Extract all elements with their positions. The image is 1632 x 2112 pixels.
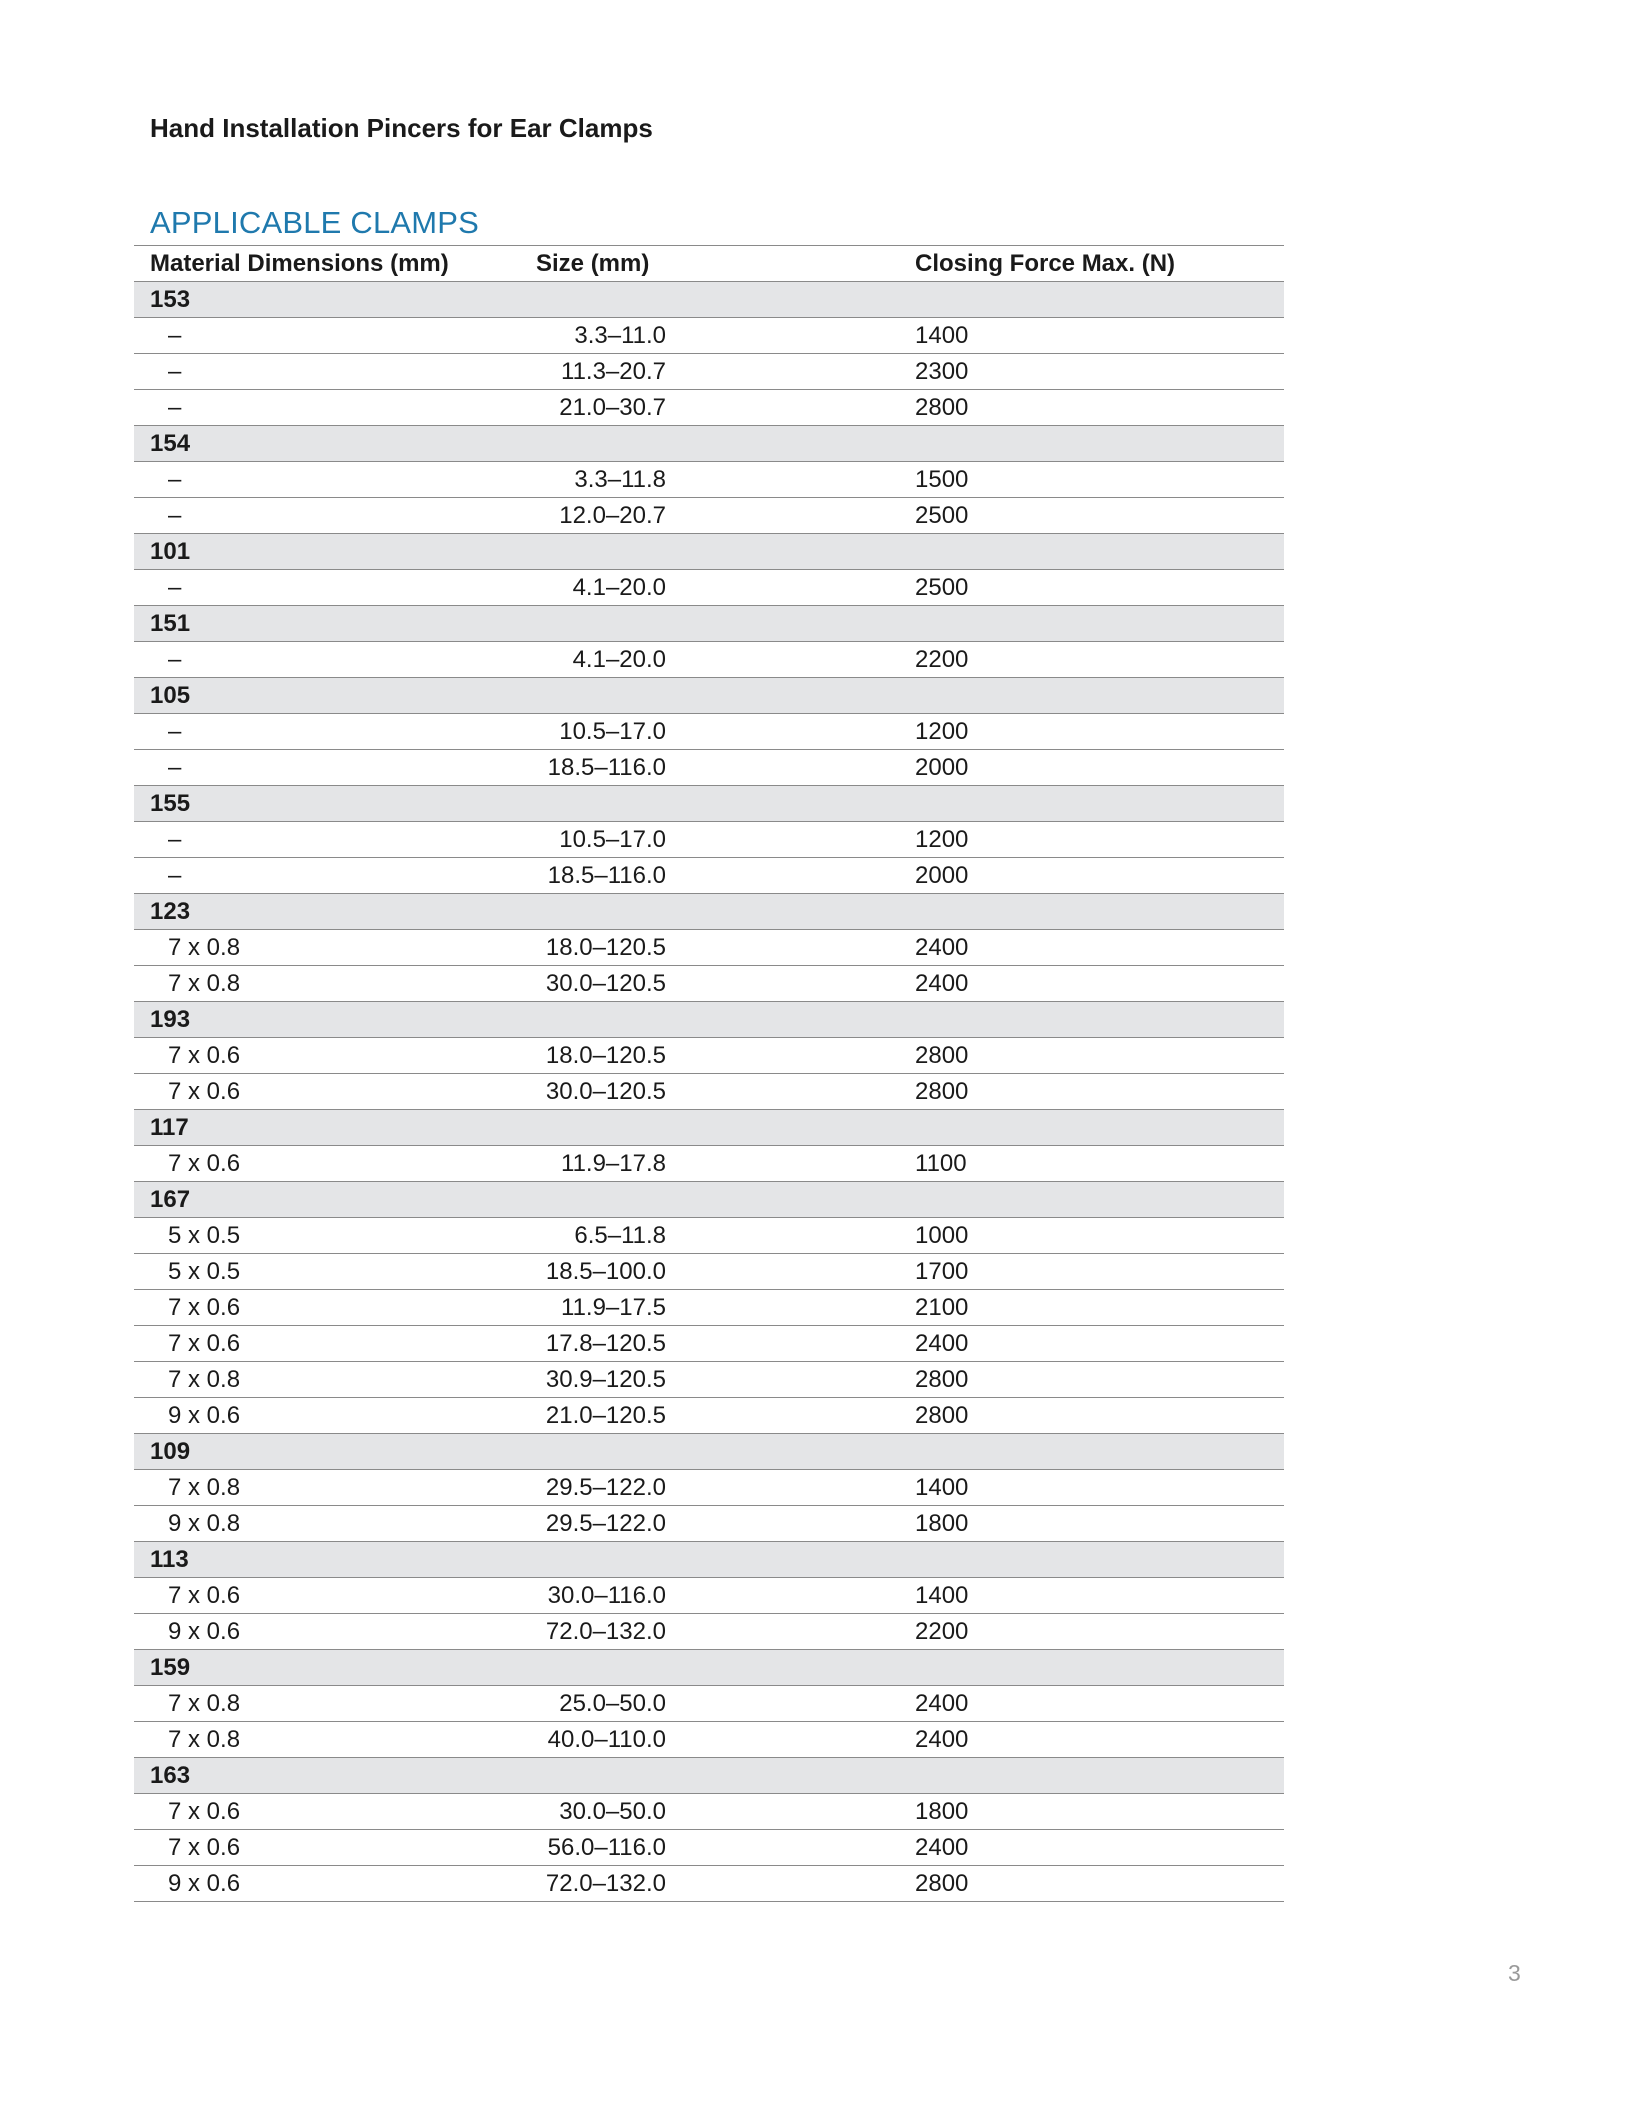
table-row: [134, 1398, 1284, 1434]
material-dimensions-cell: 9 x 0.6: [168, 1402, 241, 1429]
material-dimensions-cell: –: [168, 754, 182, 781]
closing-force-cell: 2400: [915, 1834, 969, 1861]
size-cell: 18.5–116.0: [547, 862, 666, 889]
table-row: [134, 1074, 1284, 1110]
table-row: [134, 462, 1284, 498]
material-dimensions-cell: –: [168, 394, 182, 421]
table-row: [134, 714, 1284, 750]
size-cell: 12.0–20.7: [559, 502, 666, 529]
closing-force-cell: 1100: [915, 1150, 967, 1177]
table-group-row: [134, 534, 1284, 570]
document-title: Hand Installation Pincers for Ear Clamps: [150, 113, 653, 143]
size-cell: 11.9–17.5: [561, 1294, 666, 1321]
closing-force-cell: 1800: [915, 1798, 969, 1825]
clamp-series-label: 163: [150, 1762, 191, 1789]
size-cell: 18.5–100.0: [545, 1258, 666, 1285]
size-cell: 40.0–110.0: [547, 1726, 666, 1753]
table-group-row: [134, 1650, 1284, 1686]
size-cell: 3.3–11.0: [574, 322, 666, 349]
section-title: APPLICABLE CLAMPS: [150, 205, 480, 240]
closing-force-cell: 2800: [915, 1042, 969, 1069]
closing-force-cell: 2400: [915, 1690, 969, 1717]
table-row: [134, 318, 1284, 354]
closing-force-cell: 1400: [915, 1582, 969, 1609]
material-dimensions-cell: –: [168, 322, 182, 349]
table-header-row: [134, 246, 1284, 282]
size-cell: 11.3–20.7: [561, 358, 666, 385]
material-dimensions-cell: 5 x 0.5: [168, 1222, 241, 1249]
size-cell: 18.0–120.5: [545, 1042, 666, 1069]
closing-force-cell: 2800: [915, 1870, 969, 1897]
material-dimensions-cell: –: [168, 466, 182, 493]
material-dimensions-cell: 7 x 0.8: [168, 934, 241, 961]
closing-force-cell: 2300: [915, 358, 969, 385]
table-group-row: [134, 1542, 1284, 1578]
material-dimensions-cell: –: [168, 502, 182, 529]
table-row: [134, 966, 1284, 1002]
table-group-row: [134, 786, 1284, 822]
size-cell: 4.1–20.0: [572, 574, 666, 601]
size-cell: 10.5–17.0: [559, 718, 666, 745]
table-group-row: [134, 282, 1284, 318]
material-dimensions-cell: 7 x 0.8: [168, 1474, 241, 1501]
size-cell: 21.0–30.7: [559, 394, 666, 421]
table-group-row: [134, 606, 1284, 642]
size-cell: 25.0–50.0: [559, 1690, 666, 1717]
table-group-row: [134, 1758, 1284, 1794]
closing-force-cell: 2200: [915, 646, 969, 673]
size-cell: 29.5–122.0: [545, 1474, 666, 1501]
table-row: [134, 1470, 1284, 1506]
closing-force-cell: 2400: [915, 934, 969, 961]
table-row: [134, 570, 1284, 606]
table-row: [134, 858, 1284, 894]
table-row: [134, 1614, 1284, 1650]
closing-force-cell: 1800: [915, 1510, 969, 1537]
size-cell: 11.9–17.8: [561, 1150, 666, 1177]
table-group-row: [134, 678, 1284, 714]
size-cell: 18.0–120.5: [545, 934, 666, 961]
clamp-series-label: 155: [150, 790, 191, 817]
table-row: [134, 1578, 1284, 1614]
material-dimensions-cell: 9 x 0.6: [168, 1618, 241, 1645]
size-cell: 30.0–116.0: [547, 1582, 666, 1609]
size-cell: 30.0–120.5: [545, 970, 666, 997]
closing-force-cell: 1200: [915, 718, 969, 745]
table-row: [134, 1038, 1284, 1074]
material-dimensions-cell: 9 x 0.6: [168, 1870, 241, 1897]
closing-force-cell: 2500: [915, 574, 969, 601]
size-cell: 29.5–122.0: [545, 1510, 666, 1537]
page-number: 3: [1508, 1960, 1521, 1986]
clamp-series-label: 151: [150, 610, 191, 637]
header-closing-force: Closing Force Max. (N): [915, 250, 1176, 277]
clamp-series-label: 167: [150, 1186, 191, 1213]
size-cell: 3.3–11.8: [574, 466, 666, 493]
table-row: [134, 1290, 1284, 1326]
table-group-row: [134, 894, 1284, 930]
size-cell: 72.0–132.0: [545, 1870, 666, 1897]
material-dimensions-cell: 7 x 0.8: [168, 1726, 241, 1753]
closing-force-cell: 2800: [915, 1366, 969, 1393]
header-size: Size (mm): [536, 250, 650, 277]
closing-force-cell: 1400: [915, 1474, 969, 1501]
table-row: [134, 750, 1284, 786]
material-dimensions-cell: 7 x 0.6: [168, 1582, 241, 1609]
closing-force-cell: 1400: [915, 322, 969, 349]
clamp-series-label: 153: [150, 286, 191, 313]
clamp-series-label: 123: [150, 898, 191, 925]
table-row: [134, 1362, 1284, 1398]
size-cell: 10.5–17.0: [559, 826, 666, 853]
closing-force-cell: 2800: [915, 1402, 969, 1429]
clamp-series-label: 117: [150, 1114, 189, 1141]
table-row: [134, 1218, 1284, 1254]
clamp-series-label: 193: [150, 1006, 191, 1033]
closing-force-cell: 1500: [915, 466, 969, 493]
clamp-series-label: 159: [150, 1654, 191, 1681]
table-row: [134, 1146, 1284, 1182]
material-dimensions-cell: –: [168, 646, 182, 673]
material-dimensions-cell: –: [168, 358, 182, 385]
table-group-row: [134, 1002, 1284, 1038]
table-row: [134, 1866, 1284, 1902]
table-group-row: [134, 1110, 1284, 1146]
closing-force-cell: 2200: [915, 1618, 969, 1645]
table-group-row: [134, 1434, 1284, 1470]
closing-force-cell: 2000: [915, 862, 969, 889]
table-row: [134, 642, 1284, 678]
closing-force-cell: 1000: [915, 1222, 969, 1249]
applicable-clamps-table: [134, 245, 1284, 1902]
closing-force-cell: 2500: [915, 502, 969, 529]
clamp-series-label: 101: [150, 538, 191, 565]
material-dimensions-cell: 7 x 0.6: [168, 1078, 241, 1105]
material-dimensions-cell: 7 x 0.8: [168, 1366, 241, 1393]
table-row: [134, 1326, 1284, 1362]
header-material-dimensions: Material Dimensions (mm): [150, 250, 449, 277]
table-row: [134, 1686, 1284, 1722]
closing-force-cell: 2800: [915, 1078, 969, 1105]
table-group-row: [134, 1182, 1284, 1218]
size-cell: 30.0–120.5: [545, 1078, 666, 1105]
table-row: [134, 930, 1284, 966]
material-dimensions-cell: –: [168, 574, 182, 601]
size-cell: 56.0–116.0: [547, 1834, 666, 1861]
clamp-series-label: 109: [150, 1438, 191, 1465]
material-dimensions-cell: 7 x 0.6: [168, 1834, 241, 1861]
table-row: [134, 390, 1284, 426]
material-dimensions-cell: 7 x 0.6: [168, 1294, 241, 1321]
size-cell: 18.5–116.0: [547, 754, 666, 781]
closing-force-cell: 1200: [915, 826, 969, 853]
material-dimensions-cell: 7 x 0.6: [168, 1330, 241, 1357]
size-cell: 21.0–120.5: [545, 1402, 666, 1429]
table-group-row: [134, 426, 1284, 462]
size-cell: 4.1–20.0: [572, 646, 666, 673]
material-dimensions-cell: –: [168, 826, 182, 853]
material-dimensions-cell: 7 x 0.8: [168, 1690, 241, 1717]
table-row: [134, 1506, 1284, 1542]
material-dimensions-cell: 5 x 0.5: [168, 1258, 241, 1285]
table-row: [134, 1794, 1284, 1830]
closing-force-cell: 2100: [915, 1294, 969, 1321]
table-row: [134, 498, 1284, 534]
material-dimensions-cell: 7 x 0.6: [168, 1798, 241, 1825]
table-row: [134, 1254, 1284, 1290]
closing-force-cell: 2000: [915, 754, 969, 781]
closing-force-cell: 2800: [915, 394, 969, 421]
material-dimensions-cell: 7 x 0.6: [168, 1042, 241, 1069]
material-dimensions-cell: 9 x 0.8: [168, 1510, 241, 1537]
table-row: [134, 822, 1284, 858]
closing-force-cell: 1700: [915, 1258, 969, 1285]
table-row: [134, 1830, 1284, 1866]
closing-force-cell: 2400: [915, 1330, 969, 1357]
size-cell: 30.9–120.5: [545, 1366, 666, 1393]
material-dimensions-cell: –: [168, 862, 182, 889]
material-dimensions-cell: –: [168, 718, 182, 745]
size-cell: 30.0–50.0: [559, 1798, 666, 1825]
material-dimensions-cell: 7 x 0.8: [168, 970, 241, 997]
size-cell: 17.8–120.5: [545, 1330, 666, 1357]
size-cell: 6.5–11.8: [574, 1222, 666, 1249]
table-row: [134, 354, 1284, 390]
closing-force-cell: 2400: [915, 1726, 969, 1753]
size-cell: 72.0–132.0: [545, 1618, 666, 1645]
clamp-series-label: 113: [150, 1546, 189, 1573]
closing-force-cell: 2400: [915, 970, 969, 997]
material-dimensions-cell: 7 x 0.6: [168, 1150, 241, 1177]
clamp-series-label: 105: [150, 682, 191, 709]
table-row: [134, 1722, 1284, 1758]
clamp-series-label: 154: [150, 430, 191, 457]
